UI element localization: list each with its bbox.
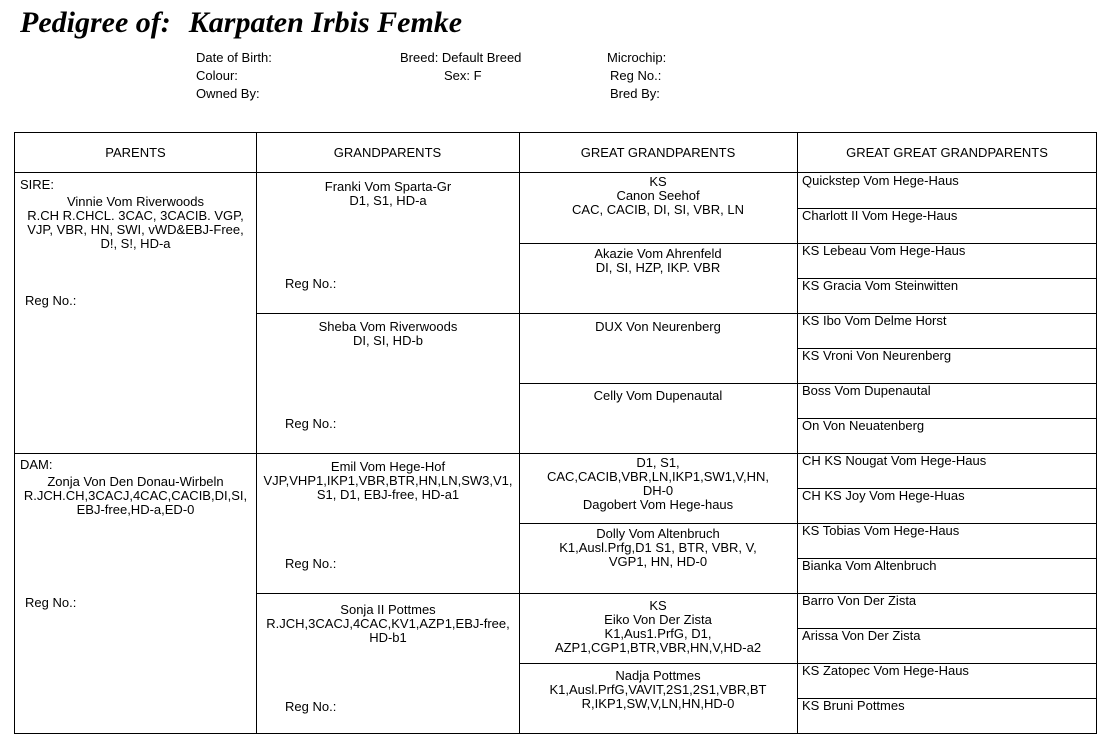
great-grandparent-line: Akazie Vom Ahrenfeld [594,247,722,261]
page-title [20,6,462,40]
breed-label: Breed: Default Breed [400,50,522,65]
great-great-grandparent: Boss Vom Dupenautal [802,383,931,398]
great-grandparent-line: K1,Ausl.Prfg,D1 S1, BTR, VBR, V, [559,540,757,555]
dam-titles: R.JCH.CH,3CACJ,4CAC,CACIB,DI,SI,EBJ-free,HD-a,ED-0 [23,488,248,517]
column-header-great-great-grandparents: GREAT GREAT GRANDPARENTS [797,133,1097,173]
dam-entry [17,475,254,517]
reg-no-label: Reg No.: [610,68,662,83]
column-header-grandparents: GRANDPARENTS [256,133,519,173]
pedigree-table [14,132,1097,734]
great-great-grandparent: KS Zatopec Vom Hege-Haus [802,663,969,678]
great-great-grandparent: Arissa Von Der Zista [802,628,921,643]
column-divider [519,133,520,733]
grandparent-entry [260,460,516,502]
owned-by-label: Owned By: [196,86,260,101]
colour-label: Colour: [196,68,238,83]
info-right [607,49,666,103]
great-great-grandparent: KS Ibo Vom Delme Horst [802,313,947,328]
great-grandparent-line: R,IKP1,SW,V,LN,HN,HD-0 [581,696,735,711]
column-header-great-grandparents: GREAT GRANDPARENTS [519,133,797,173]
great-great-grandparent: Quickstep Vom Hege-Haus [802,173,959,188]
bred-by-label: Bred By: [610,86,660,101]
sire-name: Vinnie Vom Riverwoods [66,195,205,209]
sex-label: Sex: F [444,68,482,83]
great-grandparent-line: Dagobert Vom Hege-haus [582,497,734,512]
row-divider [256,593,1096,594]
sire-entry [17,195,254,251]
great-great-grandparent: KS Bruni Pottmes [802,698,905,713]
great-grandparent-line: Canon Seehof [616,188,700,203]
grandparent-titles: D1, S1, HD-a [349,193,427,208]
great-grandparent-line: Dolly Vom Altenbruch [596,527,720,541]
great-grandparent-entry [521,389,795,449]
grandparent-name: Sonja II Pottmes [340,603,436,617]
great-grandparent-entry [521,320,795,380]
great-grandparent-line: AZP1,CGP1,BTR,VBR,HN,V,HD-a2 [554,640,762,655]
great-grandparent-entry [521,175,795,241]
dam-reg-no: Reg No.: [25,595,77,610]
microchip-label: Microchip: [607,50,667,65]
great-grandparent-line: Celly Vom Dupenautal [593,389,723,403]
grandparent-reg-no: Reg No.: [285,699,337,714]
great-grandparent-line: Nadja Pottmes [615,669,701,683]
grandparent-name: Franki Vom Sparta-Gr [324,180,452,194]
dam-name: Zonja Von Den Donau-Wirbeln [47,475,224,489]
great-grandparent-line: KS [649,599,667,613]
dam-label: DAM: [20,457,53,472]
grandparent-name: Sheba Vom Riverwoods [318,320,458,334]
great-grandparent-line: D1, S1, [636,456,680,470]
column-header-parents: PARENTS [15,133,256,173]
sire-titles: R.CH R.CHCL. 3CAC, 3CACIB. VGP, VJP, VBR, HN, SWI, vWD&EBJ-Free, D!, S!, HD-a [27,208,244,251]
grandparent-entry [260,180,516,208]
grandparent-titles: VJP,VHP1,IKP1,VBR,BTR,HN,LN,SW3,V1,S1, D1, EBJ-free, HD-a1 [263,473,513,502]
great-great-grandparent: KS Tobias Vom Hege-Haus [802,523,960,538]
great-grandparent-line: CAC, CACIB, DI, SI, VBR, LN [572,202,744,217]
grandparent-entry [260,320,516,348]
great-grandparent-line: DH-0 [642,483,674,498]
great-grandparent-entry [521,599,795,661]
great-grandparent-line: K1,Aus1.PrfG, D1, [604,626,712,641]
grandparent-reg-no: Reg No.: [285,416,337,431]
info-left [196,49,272,103]
great-great-grandparent: Barro Von Der Zista [802,593,917,608]
great-grandparent-entry [521,456,795,521]
great-grandparent-line: DI, SI, HZP, IKP. VBR [595,260,721,275]
great-great-grandparent: CH KS Joy Vom Hege-Huas [802,488,965,503]
grandparent-reg-no: Reg No.: [285,276,337,291]
great-great-grandparent: CH KS Nougat Vom Hege-Haus [802,453,987,468]
great-grandparent-entry [521,669,795,731]
great-great-grandparent: KS Gracia Vom Steinwitten [802,278,959,293]
grandparent-entry [260,603,516,645]
great-great-grandparent: Bianka Vom Altenbruch [802,558,937,573]
info-middle [400,49,521,85]
column-divider [256,133,257,733]
great-great-grandparent: KS Lebeau Vom Hege-Haus [802,243,966,258]
great-grandparent-line: DUX Von Neurenberg [595,320,721,334]
great-great-grandparent: On Von Neuatenberg [802,418,925,433]
column-divider [797,133,798,733]
sire-reg-no: Reg No.: [25,293,77,308]
grandparent-titles: DI, SI, HD-b [352,333,424,348]
grandparent-titles: R.JCH,3CACJ,4CAC,KV1,AZP1,EBJ-free,HD-b1 [266,616,510,645]
great-great-grandparent: KS Vroni Von Neurenberg [802,348,952,363]
title-prefix: Pedigree of: [20,6,171,39]
great-grandparent-entry [521,527,795,591]
grandparent-name: Emil Vom Hege-Hof [330,460,446,474]
great-grandparent-line: K1,Ausl.PrfG,VAVIT,2S1,2S1,VBR,BT [549,682,767,697]
great-grandparent-line: Eiko Von Der Zista [604,612,712,627]
date-of-birth-label: Date of Birth: [196,50,272,65]
great-grandparent-line: VGP1, HN, HD-0 [608,554,708,569]
sire-label: SIRE: [20,177,54,192]
great-grandparent-line: KS [649,175,667,189]
grandparent-reg-no: Reg No.: [285,556,337,571]
great-great-grandparent: Charlott II Vom Hege-Haus [802,208,958,223]
dog-name: Karpaten Irbis Femke [188,6,463,39]
great-grandparent-line: CAC,CACIB,VBR,LN,IKP1,SW1,V,HN, [546,469,770,484]
